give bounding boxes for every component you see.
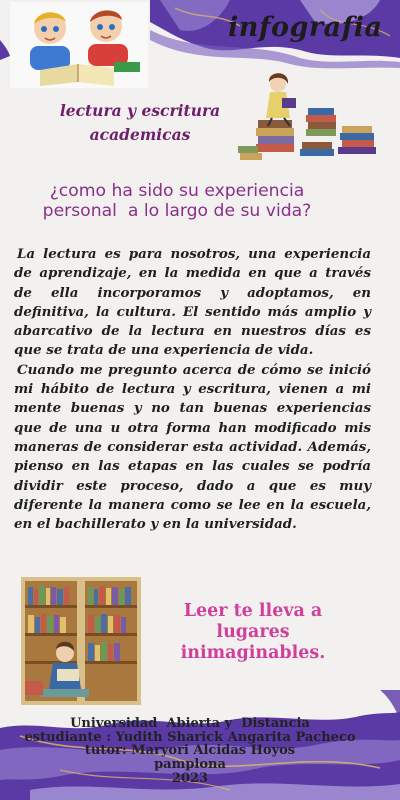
footer-university: Universidad Abierta y Distancia [70,716,310,731]
footer-year: 2023 [171,770,209,786]
subtitle [40,99,240,147]
body-paragraph-2: Cuando me pregunto acerca de cómo se inició mi hábito de lectura y escritura, vienen a mi mente buenas y no tan buenas experiencias que de una u otra forma han modificado mis maneras de considerar esta actividad. Además, pienso en las etapas en las cuales se podría dividir este proceso, dado a que es muy diferente la manera como se lee en la escuela, en el bachillerato y en la universidad. [14,361,371,533]
footer-student: estudiante : Yudith Sharick Angarita Pacheco [24,729,356,745]
subtitle-line-2: academicas [89,125,191,144]
girl-reading-books-illustration [238,70,383,162]
body-paragraph-1: La lectura es para nosotros, una experiencia de aprendizaje, en la medida en que a través de ella incorporamos y adoptamos, en definitiva, la cultura. El sentido más amplio y abarcativo de la lectura en nuestros días es que se trata de una experiencia de vida. [14,246,371,359]
footer-city: pamplona [154,757,226,773]
library-reader-illustration [21,577,141,705]
question-line-2: personal a lo largo de su vida? [42,201,312,221]
question-heading [12,181,342,221]
kids-reading-illustration [10,2,148,88]
footer-credits [20,717,360,786]
page-title: infografia [228,12,383,43]
quote-line-2: inimaginables. [180,643,326,663]
quote [148,601,358,664]
question-line-1: ¿como ha sido su experiencia [49,181,305,201]
footer-tutor: tutor: Maryori Alcidas Hoyos [84,743,296,759]
body-text [14,245,371,534]
subtitle-line-1: lectura y escritura [59,101,221,120]
quote-line-1: Leer te lleva a lugares [183,601,323,642]
